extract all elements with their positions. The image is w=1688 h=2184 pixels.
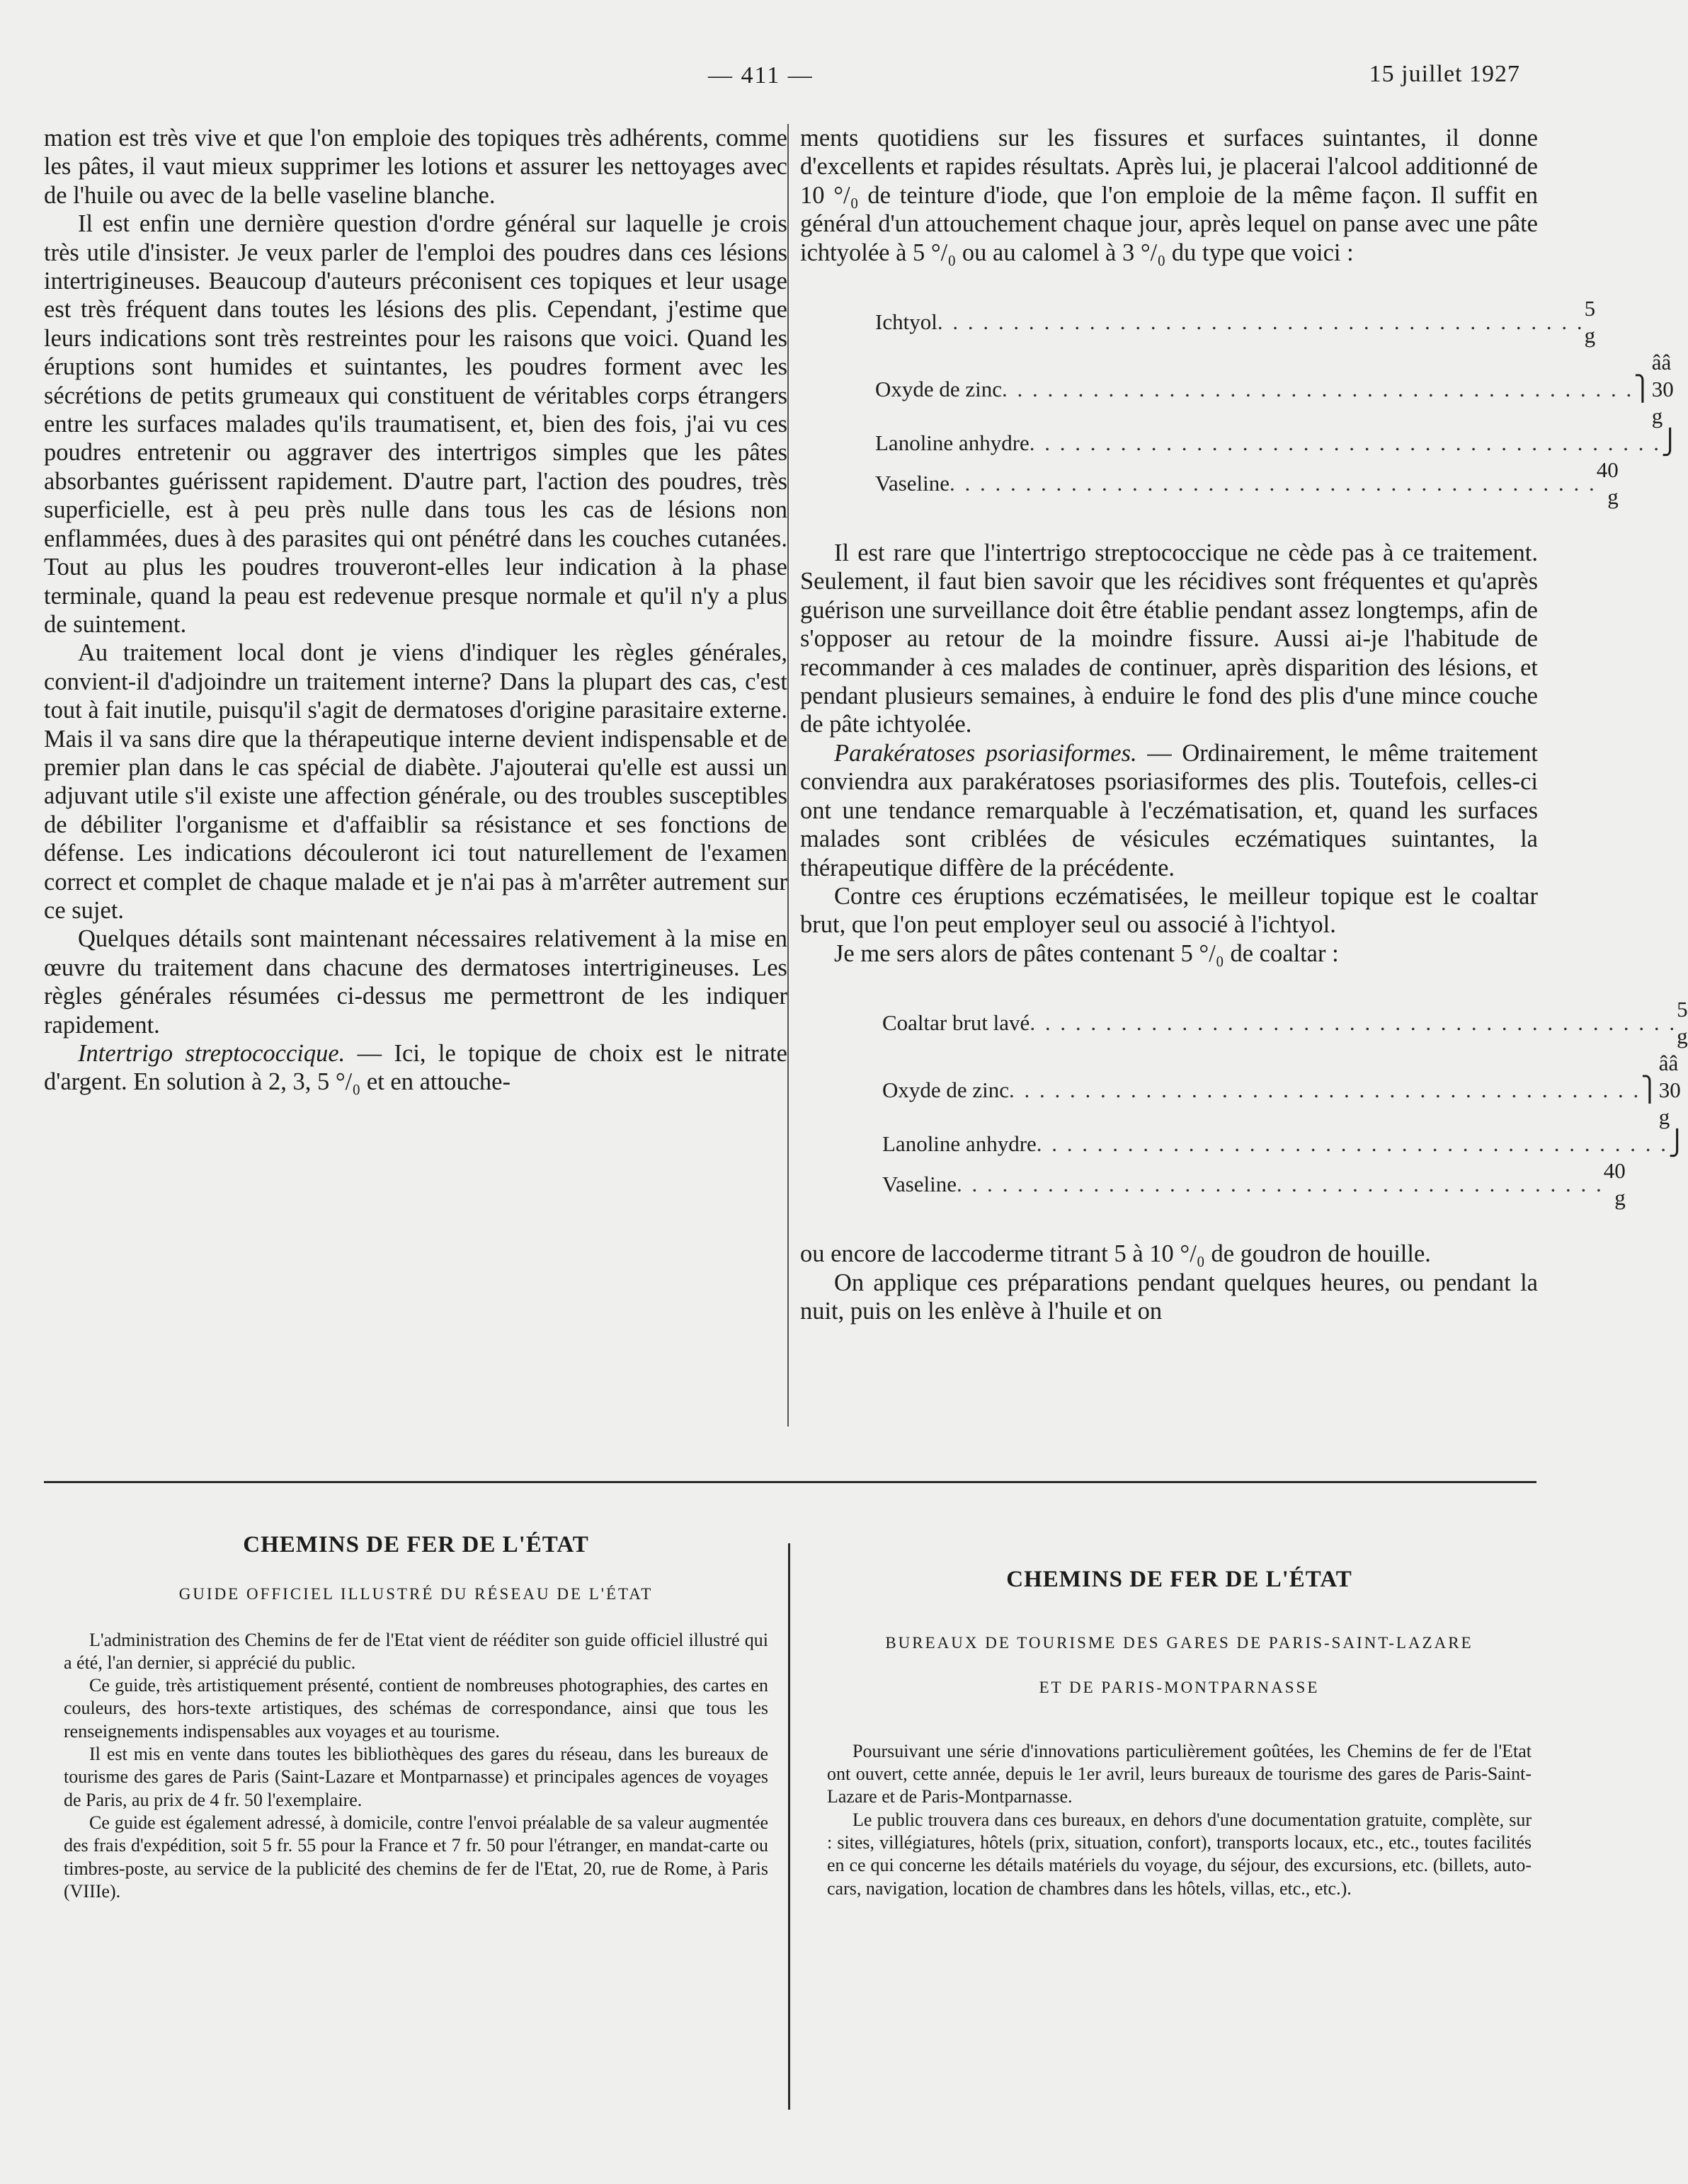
advert-paragraph: L'administration des Chemins de fer de l'Etat vient de rééditer son guide officiel illustré qui a été, l'an dernier, si apprécié du public. bbox=[64, 1629, 768, 1673]
ingredient-quantity: 5 g bbox=[1677, 997, 1688, 1049]
section-heading-intertrigo: Intertrigo streptococcique. bbox=[78, 1040, 346, 1067]
formula-row bbox=[882, 996, 1688, 1050]
advert-bureaux-tourisme bbox=[827, 1568, 1532, 1900]
ingredient-quantity: 40 g bbox=[1603, 1158, 1626, 1211]
column-divider bbox=[787, 124, 789, 1427]
leader-dots: . . . . . . . . . . . . . . . . . . . . . . . . . . . . . . . . . . . . . . . . . . bbox=[1029, 430, 1662, 456]
brace-mark: ⎭ bbox=[1668, 1131, 1687, 1157]
leader-dots: . . . . . . . . . . . . . . . . . . . . . . . . . . . . . . . . . . . . . . . . . . . bbox=[950, 471, 1597, 496]
right-column bbox=[800, 124, 1688, 1325]
formula-row bbox=[875, 349, 1674, 430]
ingredient-name: Vaseline bbox=[875, 471, 950, 496]
leader-dots: . . . . . . . . . . . . . . . . . . . . . . . . . . . . . . . . . . . . . . . . . . bbox=[1009, 1077, 1641, 1103]
advert-subtitle: BUREAUX DE TOURISME DES GARES DE PARIS-SAINT-LAZARE bbox=[885, 1634, 1473, 1652]
ingredient-quantity: 5 g bbox=[1584, 296, 1596, 348]
formula-coaltar-paste bbox=[882, 996, 1688, 1211]
brace-mark: ⎭ bbox=[1661, 430, 1680, 457]
page-date: 15 juillet 1927 bbox=[1369, 61, 1520, 87]
ad-divider bbox=[788, 1543, 790, 2110]
left-paragraph-1: mation est très vive et que l'on emploie des topiques très adhérents, comme les pâtes, il vaut mieux supprimer les lotions et assurer les nettoyages avec de l'huile ou avec de la belle vaseline blanche. bbox=[44, 125, 787, 209]
advert-paragraph: Le public trouvera dans ces bureaux, en dehors d'une documentation gratuite, complète, sur : sites, villégiatures, hôtels (prix, situation, confort), transports locaux, etc., etc., toutes facilités en ce qui concerne les détails matériels du voyage, du séjour, des excursions, etc. (billets, auto-cars, navigation, location de chambres dans les hôtels, villas, etc., etc.). bbox=[827, 1809, 1532, 1899]
advert-title: CHEMINS DE FER DE L'ÉTAT bbox=[243, 1532, 589, 1557]
brace-mark: ⎫ bbox=[1633, 376, 1652, 403]
advert-subtitle: ET DE PARIS-MONTPARNASSE bbox=[1039, 1678, 1320, 1696]
advert-paragraph: Il est mis en vente dans toutes les bibliothèques des gares du réseau, dans les bureaux de tourisme des gares de Paris (Saint-Lazare et Montparnasse) et principales agences de voyages de Paris, au prix de 4 fr. 50 l'exemplaire. bbox=[64, 1744, 768, 1810]
ingredient-name: Lanoline anhydre bbox=[875, 430, 1030, 456]
advert-paragraph: Ce guide est également adressé, à domicile, contre l'envoi préalable de sa valeur augmentée des frais d'expédition, soit 5 fr. 55 pour la France et 7 fr. 50 pour l'étranger, en mandat-carte ou timbres-poste, au service de la publicité des chemins de fer de l'Etat, 20, rue de Rome, à Paris (VIIIe). bbox=[64, 1812, 768, 1902]
right-paragraph-6: ou encore de laccoderme titrant 5 à 10 °/₀ de goudron de houille. bbox=[800, 1240, 1431, 1268]
leader-dots: . . . . . . . . . . . . . . . . . . . . . . . . . . . . . . . . . . . . . . . . . . bbox=[1002, 377, 1634, 402]
formula-row bbox=[875, 430, 1680, 457]
ingredient-name: Lanoline anhydre bbox=[882, 1131, 1037, 1157]
formula-row bbox=[882, 1157, 1626, 1211]
right-paragraph-2: Il est rare que l'intertrigo streptococcique ne cède pas à ce traitement. Seulement, il faut bien savoir que les récidives sont fréquentes et qu'après guérison une surveillance doit être établie pendant assez longtemps, afin de s'opposer au retour de la moindre fissure. Aussi ai-je l'habitude de recommander à ces malades de continuer, après disparition des lésions, et pendant plusieurs semaines, à enduire le fond des plis d'une mince couche de pâte ichtyolée. bbox=[800, 539, 1538, 738]
formula-ichtyol-paste bbox=[875, 295, 1680, 510]
section-divider bbox=[44, 1481, 1536, 1483]
formula-row bbox=[882, 1131, 1687, 1157]
leader-dots: . . . . . . . . . . . . . . . . . . . . . . . . . . . . . . . . . . . . . . . . . . bbox=[1036, 1131, 1669, 1157]
ingredient-name: Oxyde de zinc bbox=[882, 1077, 1010, 1103]
ingredient-quantity: 40 g bbox=[1596, 457, 1619, 510]
advert-title: CHEMINS DE FER DE L'ÉTAT bbox=[1006, 1567, 1352, 1592]
leader-dots: . . . . . . . . . . . . . . . . . . . . . . . . . . . . . . . . . . . . . . . . . . . bbox=[957, 1172, 1604, 1197]
right-paragraph-1: ments quotidiens sur les fissures et surfaces suintantes, il donne d'excellents et rapides résultats. Après lui, je placerai l'alcool additionné de 10 °/₀ de teinture d'iode, que l'on emploie de la même façon. Il suffit en général d'un attouchement chaque jour, après lequel on panse avec une pâte ichtyolée à 5 °/₀ ou au calomel à 3 °/₀ du type que voici : bbox=[800, 125, 1538, 266]
ingredient-quantity: ââ 30 g bbox=[1651, 350, 1674, 429]
ingredient-name: Coaltar brut lavé bbox=[882, 1010, 1030, 1036]
formula-row bbox=[875, 457, 1619, 510]
left-paragraph-5 bbox=[44, 1039, 787, 1097]
ingredient-name: Vaseline bbox=[882, 1172, 957, 1197]
leader-dots: . . . . . . . . . . . . . . . . . . . . . . . . . . . . . . . . . . . . . . . . . . . bbox=[1030, 1010, 1677, 1036]
leader-dots: . . . . . . . . . . . . . . . . . . . . . . . . . . . . . . . . . . . . . . . . . . . bbox=[937, 309, 1585, 335]
ingredient-quantity: ââ 30 g bbox=[1658, 1051, 1681, 1130]
left-column bbox=[44, 124, 787, 1097]
advert-guide-officiel bbox=[64, 1533, 768, 1903]
advert-subtitle: GUIDE OFFICIEL ILLUSTRÉ DU RÉSEAU DE L'ÉTAT bbox=[178, 1585, 654, 1603]
advert-paragraph: Ce guide, très artistiquement présenté, contient de nombreuses photographies, des cartes en couleurs, des hors-texte artistiques, des schémas de correspondance, ainsi que tous les renseignements indispensables aux voyages et au tourisme. bbox=[64, 1675, 768, 1742]
left-paragraph-2: Il est enfin une dernière question d'ordre général sur laquelle je crois très utile d'insister. Je veux parler de l'emploi des poudres dans ces lésions intertrigineuses. Beaucoup d'auteurs préconisent ces topiques et leur usage est très fréquent dans toutes les lésions des plis. Cependant, j'estime que leurs indications sont très restreintes pour les raisons que voici. Quand les éruptions sont humides et suintantes, les poudres forment avec les sécrétions de petits grumeaux qui constituent de véritables corps étrangers entre les surfaces malades qu'ils traumatisent, et, bien des fois, j'ai vu ces poudres entretenir ou aggraver des intertrigos simples que les pâtes absorbantes guérissent rapidement. D'autre part, l'action des poudres, très superficielle, est à peu près nulle dans tous les cas de lésions non enflammées, dues à des parasites qui ont pénétré dans les couches cutanées. Tout au plus les poudres trouveront-elles leur indication à la phase terminale, quand la peau est redevenue presque normale et qu'il n'y a plus de suintement. bbox=[44, 210, 787, 638]
right-paragraph-3 bbox=[800, 739, 1538, 882]
section-heading-parakeratoses: Parakératoses psoriasiformes. bbox=[834, 739, 1137, 767]
formula-row bbox=[882, 1050, 1681, 1131]
advert-paragraph: Poursuivant une série d'innovations particulièrement goûtées, les Chemins de fer de l'Etat ont ouvert, cette année, depuis le 1er avril, leurs bureaux de tourisme des gares de Paris-Saint-Lazare et de Paris-Montparnasse. bbox=[827, 1740, 1532, 1807]
right-paragraph-5: Je me sers alors de pâtes contenant 5 °/₀ de coaltar : bbox=[834, 939, 1339, 967]
left-paragraph-5-text: — Ici, le topique de choix est le nitrate d'argent. En solution à 2, 3, 5 °/₀ et en attouche- bbox=[44, 1040, 787, 1096]
ingredient-name: Oxyde de zinc bbox=[875, 377, 1003, 402]
right-paragraph-3-text: — Ordinairement, le même traitement conviendra aux parakératoses psoriasiformes des plis. Toutefois, celles-ci ont une tendance remarquable à l'eczématisation, et, quand les surfaces malades sont criblées de vésicules eczématiques suintantes, la thérapeutique diffère de la précédente. bbox=[800, 739, 1539, 881]
right-paragraph-4: Contre ces éruptions eczématisées, le meilleur topique est le coaltar brut, que l'on peut employer seul ou associé à l'ichtyol. bbox=[800, 882, 1538, 939]
ingredient-name: Ichtyol bbox=[875, 309, 937, 335]
left-paragraph-4: Quelques détails sont maintenant nécessaires relativement à la mise en œuvre du traitement dans chacune des dermatoses intertrigineuses. Les règles générales résumées ci-dessus me permettront de les indiquer rapidement. bbox=[44, 925, 787, 1039]
formula-row bbox=[875, 295, 1596, 349]
right-paragraph-7: On applique ces préparations pendant quelques heures, ou pendant la nuit, puis on les enlève à l'huile et on bbox=[800, 1269, 1538, 1325]
left-paragraph-3: Au traitement local dont je viens d'indiquer les règles générales, convient-il d'adjoindre un traitement interne? Dans la plupart des cas, c'est tout à fait inutile, puisqu'il s'agit de dermatoses d'origine parasitaire externe. Mais il va sans dire que la thérapeutique interne devient indispensable et de premier plan dans le cas spécial de diabète. J'ajouterai qu'elle est aussi un adjuvant utile s'il existe une affection générale, ou des troubles susceptibles de débiliter l'organisme et d'affaiblir sa résistance et ses fonctions de défense. Les indications découleront ici tout naturellement de l'examen correct et complet de chaque malade et je n'ai pas à m'arrêter autrement sur ce sujet. bbox=[44, 639, 787, 924]
brace-mark: ⎫ bbox=[1641, 1077, 1659, 1104]
page-number: — 411 — bbox=[708, 62, 814, 88]
